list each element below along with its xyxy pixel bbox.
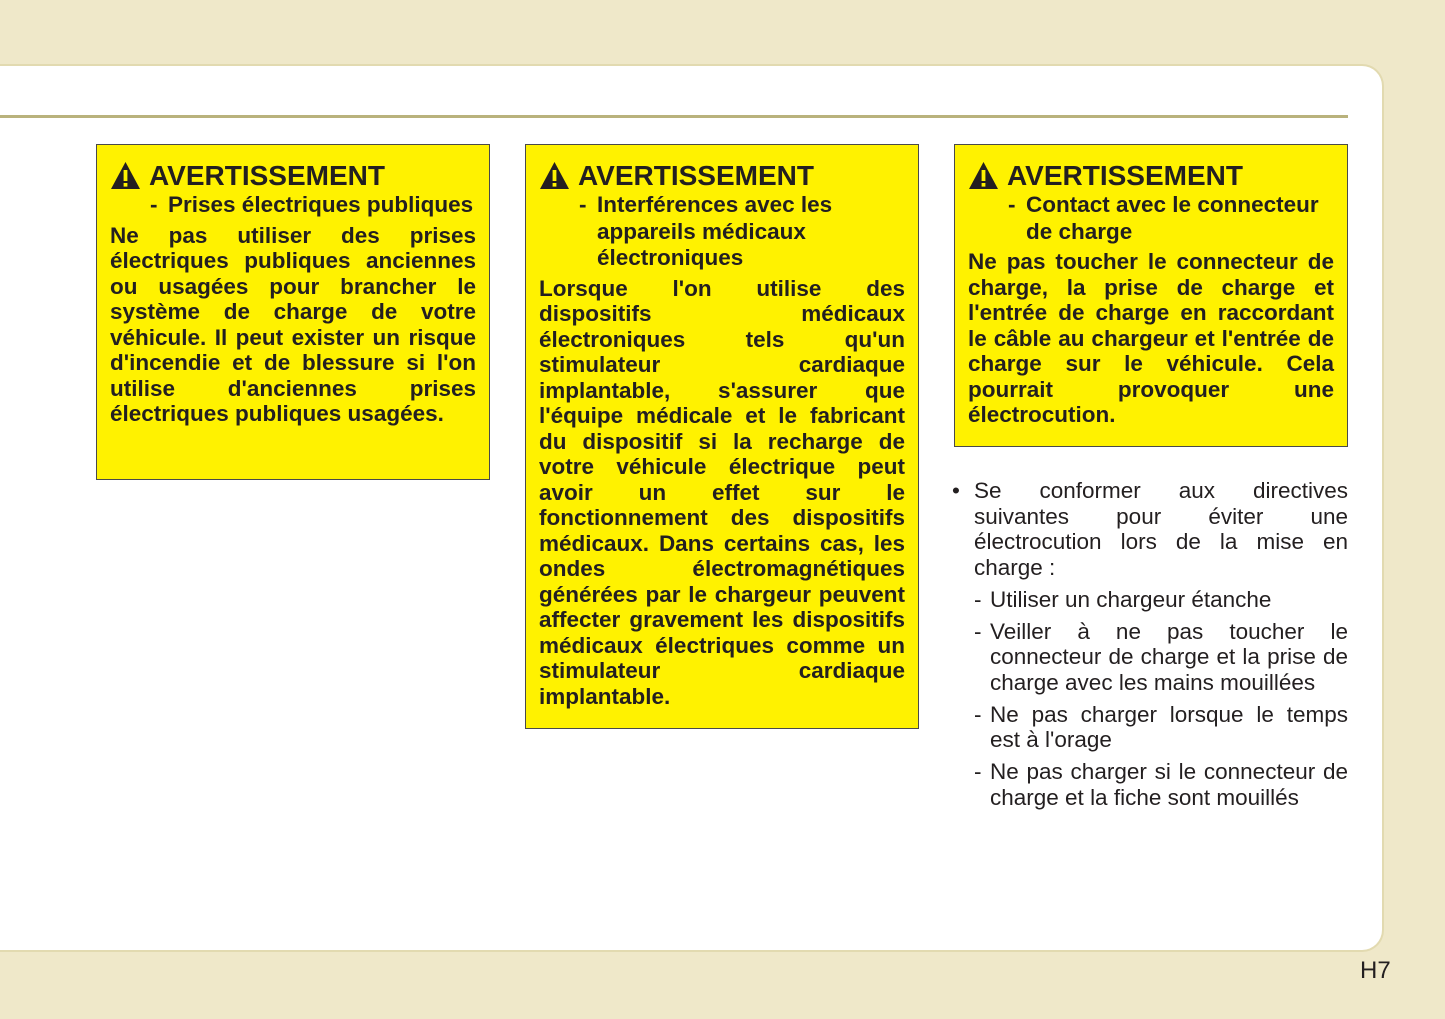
bullet-dot: • — [952, 478, 960, 503]
list-item-text: Utiliser un chargeur étanche — [990, 586, 1272, 612]
item-dash: - — [974, 618, 982, 644]
list-item — [974, 619, 1348, 696]
list-item-text: Veiller à ne pas toucher le connecteur de charge et la prise de charge avec les mains mouillées — [990, 618, 1348, 695]
warning-box-charge-connector — [954, 144, 1348, 447]
warning-subtitle-text: Prises électriques publiques — [168, 192, 474, 217]
header-rule — [0, 115, 1348, 118]
subtitle-dash: - — [1008, 192, 1016, 217]
warning-title: AVERTISSEMENT — [1007, 159, 1243, 191]
warning-box-medical-devices — [525, 144, 919, 729]
warning-header — [539, 159, 905, 192]
warning-triangle-icon — [110, 161, 141, 190]
subtitle-dash: - — [150, 192, 158, 217]
list-item — [974, 759, 1348, 810]
list-item-text: Ne pas charger lorsque le temps est à l'orage — [990, 701, 1348, 753]
page-number: H7 — [1360, 957, 1391, 984]
warning-header — [110, 159, 476, 192]
guidance-intro-text: Se conformer aux directives suivantes pour éviter une électrocution lors de la mise en charge : — [974, 478, 1348, 581]
guidance-intro — [952, 478, 1348, 581]
item-dash: - — [974, 701, 982, 727]
guidance-sub-list — [974, 587, 1348, 811]
item-dash: - — [974, 586, 982, 612]
item-dash: - — [974, 759, 982, 785]
list-item-text: Ne pas charger si le connecteur de charge et la fiche sont mouillés — [990, 759, 1348, 810]
guidance-list — [952, 478, 1348, 816]
warning-body: Lorsque l'on utilise des dispositifs médicaux électroniques tels qu'un stimulateur cardiaque implantable, s'assurer que l'équipe médicale et le fabricant du dispositif si la recharge de votre véhicule électrique peut avoir un effet sur le fonctionnement des dispositifs médicaux. Dans certains cas, les ondes électromagnétiques générées par le chargeur peuvent affecter gravement les dispositifs médicaux électriques comme un stimulateur cardiaque implantable. — [539, 275, 905, 709]
warning-header — [968, 159, 1334, 192]
warning-triangle-icon — [968, 161, 999, 190]
warning-subtitle-text: Contact avec le connecteur de charge — [1026, 192, 1319, 244]
warning-subtitle-text: Interférences avec les appareils médicaux électroniques — [597, 192, 833, 270]
list-item — [974, 702, 1348, 753]
warning-box-public-outlets — [96, 144, 490, 480]
warning-triangle-icon — [539, 161, 570, 190]
warning-title: AVERTISSEMENT — [149, 159, 385, 191]
warning-body: Ne pas utiliser des prises électriques publiques anciennes ou usagées pour brancher le système de charge de votre véhicule. Il peut exister un risque d'incendie et de blessure si l'on utilise d'anciennes prises électriques publiques usagées. — [110, 222, 476, 426]
warning-subtitle — [1008, 192, 1334, 245]
list-item — [974, 587, 1348, 613]
subtitle-dash: - — [579, 192, 587, 217]
warning-subtitle — [579, 192, 905, 272]
warning-body: Ne pas toucher le connecteur de charge, la prise de charge et l'entrée de charge en raccordant le câble au chargeur et l'entrée de charge sur le véhicule. Cela pourrait provoquer une électrocution. — [968, 249, 1334, 427]
warning-subtitle — [150, 192, 476, 219]
warning-title: AVERTISSEMENT — [578, 159, 814, 191]
